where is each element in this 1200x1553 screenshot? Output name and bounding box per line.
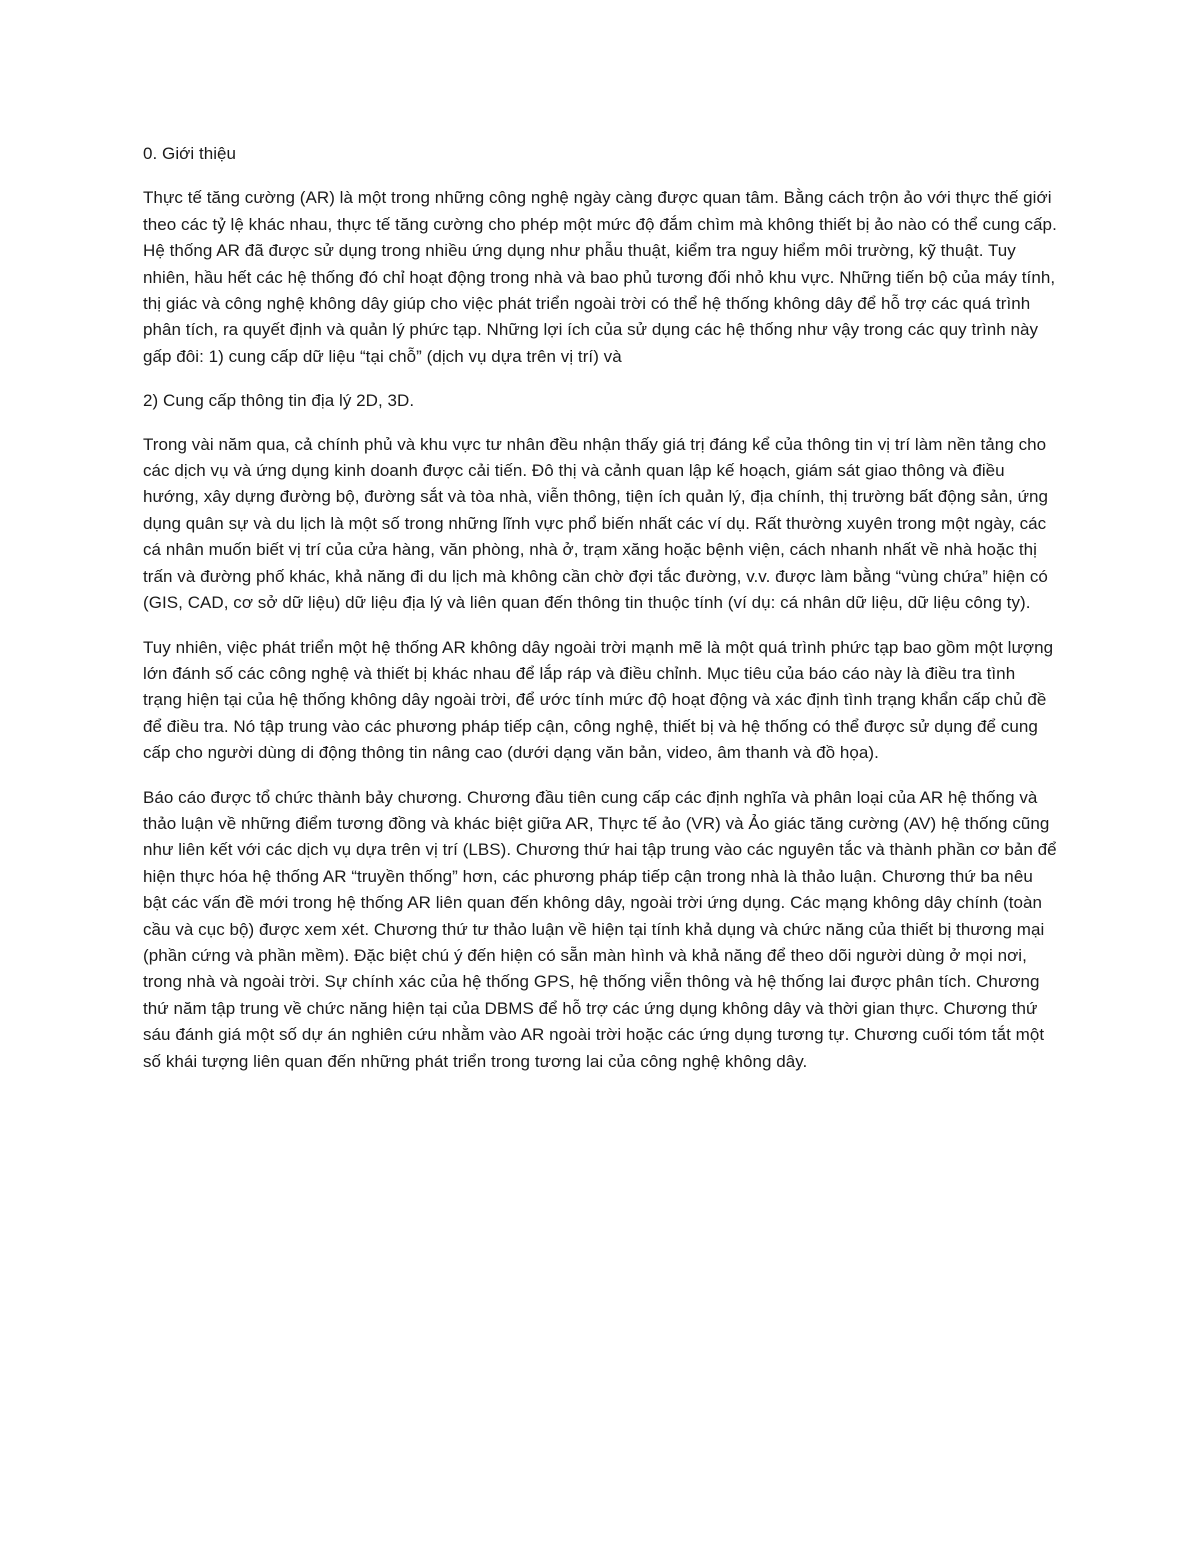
document-page xyxy=(143,141,1058,1093)
paragraph-location-info: Trong vài năm qua, cả chính phủ và khu vực tư nhân đều nhận thấy giá trị đáng kể của thông tin vị trí làm nền tảng cho các dịch vụ và ứng dụng kinh doanh được cải tiến. Đô thị và cảnh quan lập kế hoạch, giám sát giao thông và điều hướng, xây dựng đường bộ, đường sắt và tòa nhà, viễn thông, tiện ích quản lý, địa chính, thị trường bất động sản, ứng dụng quân sự và du lịch là một số trong những lĩnh vực phổ biến nhất các ví dụ. Rất thường xuyên trong một ngày, các cá nhân muốn biết vị trí của cửa hàng, văn phòng, nhà ở, trạm xăng hoặc bệnh viện, cách nhanh nhất về nhà hoặc thị trấn và đường phố khác, khả năng đi du lịch mà không cần chờ đợi tắc đường, v.v. được làm bằng “vùng chứa” hiện có (GIS, CAD, cơ sở dữ liệu) dữ liệu địa lý và liên quan đến thông tin thuộc tính (ví dụ: cá nhân dữ liệu, dữ liệu công ty). xyxy=(143,434,1049,613)
section-heading: 0. Giới thiệu xyxy=(143,144,237,163)
paragraph-report-structure: Báo cáo được tổ chức thành bảy chương. Chương đầu tiên cung cấp các định nghĩa và phân loại của AR hệ thống và thảo luận về những điểm tương đồng và khác biệt giữa AR, Thực tế ảo (VR) và Ảo giác tăng cường (AV) hệ thống cũng như liên kết với các dịch vụ dựa trên vị trí (LBS). Chương thứ hai tập trung vào các nguyên tắc và thành phần cơ bản để hiện thực hóa hệ thống AR “truyền thống” hơn, các phương pháp tiếp cận trong nhà là thảo luận. Chương thứ ba nêu bật các vấn đề mới trong hệ thống AR liên quan đến không dây, ngoài trời ứng dụng. Các mạng không dây chính (toàn cầu và cục bộ) được xem xét. Chương thứ tư thảo luận về hiện tại tính khả dụng và chức năng của thiết bị thương mại (phần cứng và phần mềm). Đặc biệt chú ý đến hiện có sẵn màn hình và khả năng để theo dõi người dùng ở mọi nơi, trong nhà và ngoài trời. Sự chính xác của hệ thống GPS, hệ thống viễn thông và hệ thống lai được phân tích. Chương thứ năm tập trung về chức năng hiện tại của DBMS để hỗ trợ các ứng dụng không dây và thời gian thực. Chương thứ sáu đánh giá một số dự án nghiên cứu nhằm vào AR ngoài trời hoặc các ứng dụng tương tự. Chương cuối tóm tắt một số khái tượng liên quan đến những phát triển trong tương lai của công nghệ không dây. xyxy=(143,787,1057,1071)
paragraph-report-goal: Tuy nhiên, việc phát triển một hệ thống AR không dây ngoài trời mạnh mẽ là một quá trình phức tạp bao gồm một lượng lớn đánh số các công nghệ và thiết bị khác nhau để lắp ráp và điều chỉnh. Mục tiêu của báo cáo này là điều tra tình trạng hiện tại của hệ thống không dây ngoài trời, để ước tính mức độ hoạt động và xác định tình trạng khẩn cấp chủ đề để điều tra. Nó tập trung vào các phương pháp tiếp cận, công nghệ, thiết bị và hệ thống có thể được sử dụng để cung cấp cho người dùng di động thông tin nâng cao (dưới dạng văn bản, video, âm thanh và đồ họa). xyxy=(143,637,1054,763)
paragraph-intro: Thực tế tăng cường (AR) là một trong những công nghệ ngày càng được quan tâm. Bằng cách trộn ảo với thực thế giới theo các tỷ lệ khác nhau, thực tế tăng cường cho phép một mức độ đắm chìm mà không thiết bị ảo nào có thể cung cấp. Hệ thống AR đã được sử dụng trong nhiều ứng dụng như phẫu thuật, kiểm tra nguy hiểm môi trường, kỹ thuật. Tuy nhiên, hầu hết các hệ thống đó chỉ hoạt động trong nhà và bao phủ tương đối nhỏ khu vực. Những tiến bộ của máy tính, thị giác và công nghệ không dây giúp cho việc phát triển ngoài trời có thể hệ thống không dây để hỗ trợ các quá trình phân tích, ra quyết định và quản lý phức tạp. Những lợi ích của sử dụng các hệ thống như vậy trong các quy trình này gấp đôi: 1) cung cấp dữ liệu “tại chỗ” (dịch vụ dựa trên vị trí) và xyxy=(143,188,1057,366)
paragraph-point-2: 2) Cung cấp thông tin địa lý 2D, 3D. xyxy=(143,391,415,411)
